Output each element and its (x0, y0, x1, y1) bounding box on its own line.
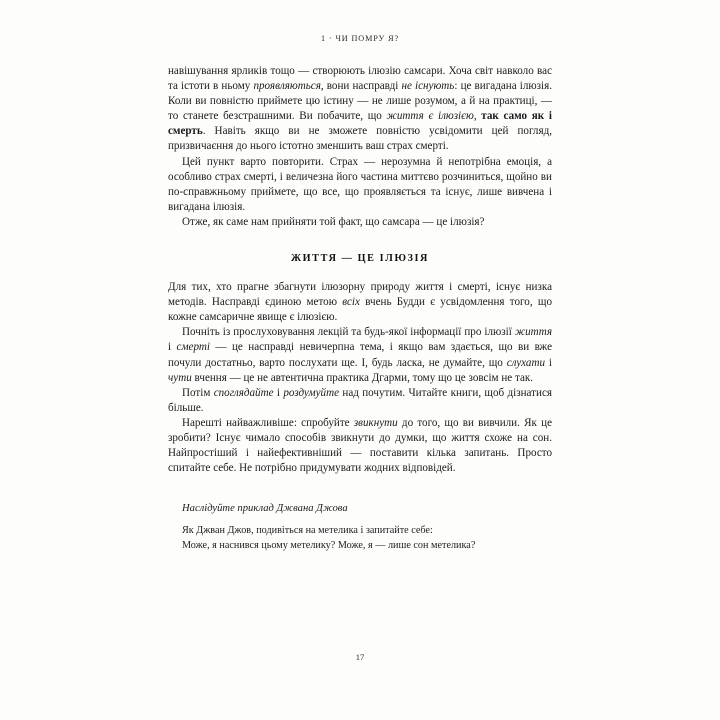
subheading: Наслідуйте приклад Джвана Джова (182, 503, 348, 515)
running-head: 1 · ЧИ ПОМРУ Я? (320, 34, 400, 43)
quote-block (168, 523, 552, 553)
body-text-block-2 (168, 280, 552, 476)
paragraph: Для тих, хто прагне збагнути ілюзорну природу життя і смерті, існує низка методів. Насправді єдиною метою всіх вчень Будди є усвідомлення того, що кожне самсаричне явище є ілюзією. (168, 281, 552, 324)
paragraph: Нарешті найважливіше: спробуйте звикнути до того, що ви вивчили. Як це зробити? Існує чимало способів звикнути до думки, що життя схоже на сон. Найпростіший і найефективніший — поставити кілька запитань. Просто спитайте себе. Не потрібно придумувати жодних відповідей. (168, 416, 553, 475)
quote-line: Може, я наснився цьому метелику? Може, я — лише сон метелика? (182, 540, 476, 552)
paragraph: Потім споглядайте і роздумуйте над почутим. Читайте книги, щоб дізнатися більше. (168, 386, 552, 414)
paragraph: навішування ярликів тощо — створюють ілюзію самсари. Хоча світ навколо вас та істоти в ньому проявляються, вони насправді не існують: це вигадана ілюзія. Коли ви повністю приймете цю істину — не лише розумом, а й на практиці, — то станете безстрашними. Ви побачите, що життя є ілюзією, так само як і смерть. Навіть якщо ви не зможете повністю усвідомити цей погляд, призвичаєння до нього істотно зменшить ваш страх смерті. (168, 65, 552, 153)
paragraph: Отже, як саме нам прийняти той факт, що самсара — це ілюзія? (182, 215, 485, 228)
section-heading: ЖИТТЯ — ЦЕ ІЛЮЗІЯ (290, 253, 430, 265)
paragraph: Почніть із прослуховування лекцій та будь-якої інформації про ілюзії життя і смерті — це насправді невичерпна тема, і якщо вам здається, що ви вже почули достатньо, варто послухати ще. І, будь ласка, не думайте, що слухати і чути вчення — це не автентична практика Дгарми, тому що це зовсім не так. (168, 326, 552, 384)
page-number: 17 (355, 652, 365, 662)
paragraph: Цей пункт варто повторити. Страх — нерозумна й непотрібна емоція, а особливо страх смерті, і величезна його частина миттєво розчиниться, щойно ви по-справжньому приймете, що все, що проявляється та існує, лише вивчена і вигадана ілюзія. (168, 155, 552, 213)
quote-line: Як Джван Джов, подивіться на метелика і запитайте себе: (182, 525, 433, 537)
body-text-block-1 (168, 64, 552, 230)
page-content (168, 34, 552, 553)
